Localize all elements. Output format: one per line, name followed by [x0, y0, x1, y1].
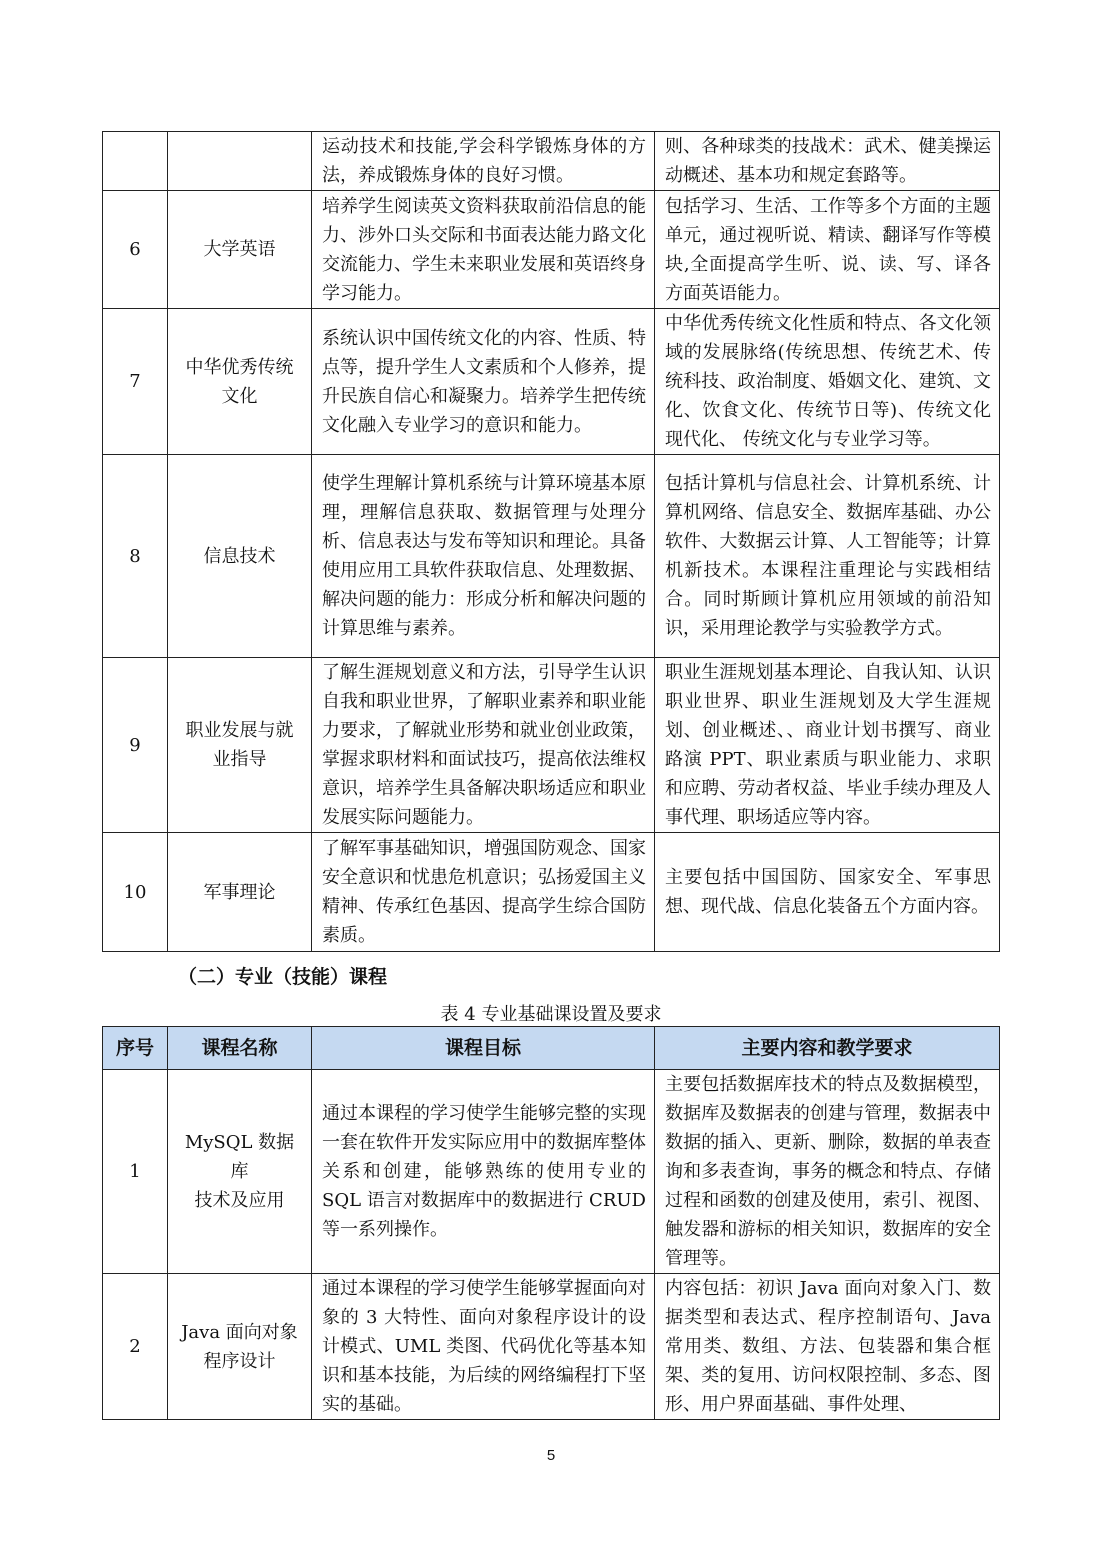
table-row	[103, 132, 1000, 191]
course-name: 军事理论	[168, 833, 312, 952]
table-caption: 表 4 专业基础课设置及要求	[440, 1004, 662, 1025]
course-content: 职业生涯规划基本理论、自我认知、认识职业世界、职业生涯规划及大学生涯规划、创业概述、、商业计划书撰写、商业路演 PPT、职业素质与职业能力、求职和应聘、劳动者权益、毕业手续办理及人事代理、职场适应等内容。	[655, 658, 1000, 833]
course-name: MySQL 数据库 技术及应用	[168, 1070, 312, 1274]
row-number: 10	[103, 833, 168, 952]
course-goal: 使学生理解计算机系统与计算环境基本原理，理解信息获取、数据管理与处理分析、信息表达与发布等知识和理论。具备使用应用工具软件获取信息、处理数据、解决问题的能力：形成分析和解决问题的计算思维与素养。	[312, 455, 655, 658]
course-goal: 系统认识中国传统文化的内容、性质、特点等，提升学生人文素质和个人修养，提升民族自信心和凝聚力。培养学生把传统文化融入专业学习的意识和能力。	[312, 309, 655, 455]
course-name	[168, 132, 312, 191]
course-content: 包括计算机与信息社会、计算机系统、计算机网络、信息安全、数据库基础、办公软件、大数据云计算、人工智能等；计算机新技术。本课程注重理论与实践相结合。同时斯顾计算机应用领域的前沿知识，采用理论教学与实验教学方式。	[655, 455, 1000, 658]
table-row	[103, 455, 1000, 658]
course-goal: 了解军事基础知识，增强国防观念、国家安全意识和忧患危机意识；弘扬爱国主义精神、传承红色基因、提高学生综合国防素质。	[312, 833, 655, 952]
course-content: 中华优秀传统文化性质和特点、各文化领域的发展脉络(传统思想、传统艺术、传统科技、政治制度、婚姻文化、建筑、文化、饮食文化、传统节日等)、传统文化现代化、 传统文化与专业学习等。	[655, 309, 1000, 455]
row-number	[103, 132, 168, 191]
course-goal: 培养学生阅读英文资料获取前沿信息的能力、涉外口头交际和书面表达能力路文化交流能力、学生未来职业发展和英语终身学习能力。	[312, 191, 655, 309]
course-name: Java 面向对象 程序设计	[168, 1274, 312, 1420]
course-goal: 了解生涯规划意义和方法，引导学生认识自我和职业世界，了解职业素养和职业能力要求，了解就业形势和就业创业政策，掌握求职材料和面试技巧，提高依法维权意识，培养学生具备解决职场适应和职业发展实际问题能力。	[312, 658, 655, 833]
course-content: 则、各种球类的技战术：武术、健美操运动概述、基本功和规定套路等。	[655, 132, 1000, 191]
header-content: 主要内容和教学要求	[655, 1027, 1000, 1070]
row-number: 1	[103, 1070, 168, 1274]
page-number: 5	[546, 1447, 556, 1464]
course-goal: 运动技术和技能,学会科学锻炼身体的方法，养成锻炼身体的良好习惯。	[312, 132, 655, 191]
course-name: 职业发展与就 业指导	[168, 658, 312, 833]
general-courses-table-continued	[102, 131, 1000, 952]
course-goal: 通过本课程的学习使学生能够完整的实现一套在软件开发实际应用中的数据库整体关系和创建，能够熟练的使用专业的 SQL 语言对数据库中的数据进行 CRUD 等一系列操作。	[312, 1070, 655, 1274]
header-name: 课程名称	[168, 1027, 312, 1070]
course-name: 大学英语	[168, 191, 312, 309]
course-goal: 通过本课程的学习使学生能够掌握面向对象的 3 大特性、面向对象程序设计的设计模式、UML 类图、代码优化等基本知识和基本技能，为后续的网络编程打下坚实的基础。	[312, 1274, 655, 1420]
row-number: 2	[103, 1274, 168, 1420]
table-row	[103, 1070, 1000, 1274]
course-name: 信息技术	[168, 455, 312, 658]
table-row	[103, 658, 1000, 833]
row-number: 8	[103, 455, 168, 658]
header-num: 序号	[103, 1027, 168, 1070]
course-content: 内容包括：初识 Java 面向对象入门、数据类型和表达式、程序控制语句、Java 常用类、数组、方法、包装器和集合框架、类的复用、访问权限控制、多态、图形、用户界面基础、事件处理、	[655, 1274, 1000, 1420]
row-number: 6	[103, 191, 168, 309]
row-number: 7	[103, 309, 168, 455]
table-row	[103, 191, 1000, 309]
header-goal: 课程目标	[312, 1027, 655, 1070]
row-number: 9	[103, 658, 168, 833]
course-name: 中华优秀传统 文化	[168, 309, 312, 455]
professional-courses-table	[102, 1026, 1000, 1420]
course-content: 主要包括数据库技术的特点及数据模型，数据库及数据表的创建与管理，数据表中数据的插入、更新、删除，数据的单表查询和多表查询，事务的概念和特点、存储过程和函数的创建及使用，索引、视图、触发器和游标的相关知识，数据库的安全管理等。	[655, 1070, 1000, 1274]
section-heading: （二）专业（技能）课程	[178, 966, 388, 988]
table-row	[103, 1274, 1000, 1420]
table-header-row	[103, 1027, 1000, 1070]
course-content: 主要包括中国国防、国家安全、军事思想、现代战、信息化装备五个方面内容。	[655, 833, 1000, 952]
table-row	[103, 309, 1000, 455]
course-content: 包括学习、生活、工作等多个方面的主题单元，通过视听说、精读、翻译写作等模块,全面提高学生听、说、读、写、译各方面英语能力。	[655, 191, 1000, 309]
table-row	[103, 833, 1000, 952]
